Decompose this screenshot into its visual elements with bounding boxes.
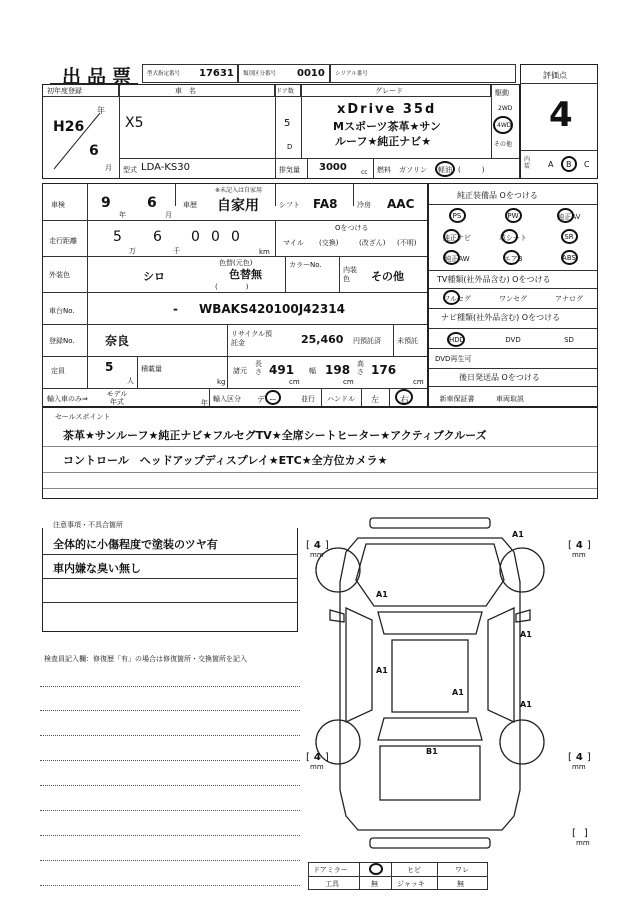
front-bumper-shape xyxy=(370,518,490,528)
mile-exchange: (交換) xyxy=(319,239,339,247)
windshield-shape xyxy=(378,612,482,634)
door-value: 5 xyxy=(284,118,291,129)
equip-ps-circle xyxy=(449,208,466,223)
cooler-value: AAC xyxy=(387,197,415,211)
tv-fullseg-circle xyxy=(443,290,460,305)
sales-line-2: コントロール ヘッドアップディスプレイ★ETC★全方位カメラ★ xyxy=(63,454,388,467)
grade-line3: ルーフ★純正ナビ★ xyxy=(335,135,432,148)
equip-leather-circle xyxy=(501,229,518,244)
damage-mark-3: A1 xyxy=(520,630,532,639)
rear-bumper-shape xyxy=(370,838,490,848)
shaken-month-unit: 月 xyxy=(165,211,172,219)
length-unit: cm xyxy=(289,378,300,386)
mile-unknown: (不明) xyxy=(397,239,417,247)
damage-mark-6: A1 xyxy=(520,700,532,709)
equip-navi: 純正ナビ xyxy=(443,234,471,242)
katashiki-label: 型式指定番号 xyxy=(147,71,181,77)
equip-pw: PW xyxy=(507,212,519,220)
grade-line2: Mスポーツ茶革★サン xyxy=(333,120,441,133)
equipment-title: 純正装備品 Oをつける xyxy=(457,191,538,200)
inspector-label: 検査員記入欄：修復歴「有」の場合は修復箇所・交換箇所を記入 xyxy=(44,655,247,663)
notes-label: 注意事項・不具合箇所 xyxy=(53,521,123,529)
navi-dvd: DVD xyxy=(505,336,521,344)
mileage-digit-3: 0 xyxy=(191,229,200,245)
width-unit: cm xyxy=(343,378,354,386)
interior-color-label: 内装色 xyxy=(343,266,357,283)
mile-tampered: (改ざん) xyxy=(359,239,386,247)
recycle-label: リサイクル預託金 xyxy=(231,330,273,347)
tread-fl-value: 4 xyxy=(313,540,321,551)
damage-mark-4: A1 xyxy=(376,666,388,675)
equip-abs: ABS xyxy=(562,254,576,262)
equipment-grid xyxy=(429,204,597,270)
car-name-label: 車 名 xyxy=(175,87,196,95)
chassis-label: 車台No. xyxy=(49,307,75,315)
equip-pw-circle xyxy=(505,208,522,223)
serial-box xyxy=(330,64,516,83)
mile-mark-note: Oをつける xyxy=(335,224,369,232)
equip-aw-circle xyxy=(443,250,460,265)
model-label: 型式 xyxy=(123,166,137,174)
shareki-value: 自家用 xyxy=(217,198,259,214)
damage-mark-5: A1 xyxy=(452,688,464,697)
mirror-tools-table xyxy=(308,862,488,890)
damage-mark-7: B1 xyxy=(426,747,438,756)
recycle-not: 未預託 xyxy=(397,337,418,345)
equip-sr: SR xyxy=(564,233,574,241)
damage-mark-1: A1 xyxy=(512,530,524,539)
equip-navi-circle xyxy=(443,229,460,244)
equip-aw: 純正AW xyxy=(444,255,470,263)
import-dealer: デ xyxy=(257,395,265,404)
eval-label: 評価点 xyxy=(543,71,567,80)
equip-av-circle xyxy=(557,208,574,223)
roof-shape xyxy=(392,640,468,712)
height-unit: cm xyxy=(413,378,424,386)
mirror-label: ドアミラー xyxy=(313,866,348,874)
ruibetsu-label: 類別区分番号 xyxy=(243,71,277,77)
equip-abs-circle xyxy=(561,250,578,265)
katashiki-value: 17631 xyxy=(199,68,234,79)
equipment-box xyxy=(428,183,598,407)
tread-spare: [ ] mm xyxy=(572,828,590,847)
right-mirror-shape xyxy=(516,610,530,622)
tread-front-left: [ 4 ] mm xyxy=(306,540,329,559)
sales-line-1: 茶革★サンルーフ★純正ナビ★フルセグTV★全席シートヒーター★アクティブクルーズ xyxy=(63,429,487,442)
notes-line-1: 全体的に小傷程度で塗装のツヤ有 xyxy=(53,538,218,551)
shareki-note: ※未記入は自家用 xyxy=(215,187,263,194)
equip-airbag: エアB xyxy=(503,255,523,263)
equip-leather: 革シート xyxy=(499,234,527,242)
hibi-label: ヒビ xyxy=(407,866,421,874)
tread-front-right: [ 4 ] mm xyxy=(568,540,591,559)
tools-label: 工具 xyxy=(325,880,339,888)
jack-label: ジャッキ xyxy=(397,880,425,888)
mileage-unit: km xyxy=(259,248,270,256)
displacement-label: 排気量 xyxy=(279,166,300,174)
handle-right-circle xyxy=(395,389,413,405)
navi-sd: SD xyxy=(564,336,574,344)
front-right-wheel xyxy=(500,548,544,592)
shift-label: シフト xyxy=(279,201,300,209)
interior-b: B xyxy=(566,160,572,169)
handle-left: 左 xyxy=(371,395,379,404)
fuel-diesel-circle xyxy=(435,161,455,177)
grade-label: グレード xyxy=(375,87,403,95)
tv-fullseg: フルセグ xyxy=(443,295,471,303)
vehicle-main-box xyxy=(42,84,520,179)
tv-title: TV種類(社外品含む) Oをつける xyxy=(437,275,551,284)
left-mirror-shape xyxy=(330,610,344,622)
load-label: 積載量 xyxy=(141,365,162,373)
eval-value: 4 xyxy=(549,95,573,135)
later-title: 後日発送品 Oをつける xyxy=(459,373,540,382)
equip-sr-circle xyxy=(561,229,578,244)
capacity-value: 5 xyxy=(105,360,114,374)
length-value: 491 xyxy=(269,363,295,377)
interior-a: A xyxy=(548,160,554,169)
drive-other: その他 xyxy=(494,141,513,148)
shaken-month: 6 xyxy=(147,195,157,211)
mileage-digit-4: 0 xyxy=(211,229,220,245)
jack-value: 無 xyxy=(457,880,464,888)
damage-mark-2: A1 xyxy=(376,590,388,599)
shaken-year: 9 xyxy=(101,195,111,211)
model-year-label: モデル年式 xyxy=(106,390,128,406)
color-no-label: カラーNo. xyxy=(289,261,322,269)
tread-rear-right: [ 4 ] mm xyxy=(568,752,591,771)
handle-right: 右 xyxy=(400,396,410,406)
tread-rl-value: 4 xyxy=(313,752,321,763)
equip-ps: PS xyxy=(452,212,462,220)
katashiki-box xyxy=(142,64,238,83)
door-type: D xyxy=(287,143,293,151)
fuel-diesel: 軽油 xyxy=(438,166,452,174)
first-reg-label: 初年度登録 xyxy=(47,87,82,95)
tv-analog: アナログ xyxy=(555,295,583,303)
import-parallel: 並行 xyxy=(301,395,315,403)
tread-rr-value: 4 xyxy=(575,752,583,763)
tread-rl-unit: mm xyxy=(310,763,324,771)
later-warranty: 新車保証書 xyxy=(439,395,475,403)
recycle-unit: 円預託済 xyxy=(353,337,381,345)
left-door-shape xyxy=(346,608,372,722)
color-change-paren: ( ) xyxy=(215,283,249,291)
sales-points-label: セールスポイント xyxy=(55,413,111,421)
navi-hdd: HDD xyxy=(448,336,466,344)
interior-c: C xyxy=(584,160,590,169)
drive-2wd: 2WD xyxy=(498,105,513,112)
import-label: 輸入車のみ⇒ xyxy=(47,395,88,403)
width-value: 198 xyxy=(325,363,351,377)
body-outline xyxy=(340,538,520,830)
model-year-unit: 年 xyxy=(201,399,208,407)
import-dealer-mark: ー xyxy=(269,395,277,404)
drive-4wd-circle xyxy=(493,116,513,134)
height-value: 176 xyxy=(371,363,397,377)
interior-b-circle xyxy=(561,156,577,172)
reg-value: 奈良 xyxy=(105,334,130,348)
shaken-year-unit: 年 xyxy=(119,211,126,219)
navi-title: ナビ種類(社外品含む) Oをつける xyxy=(441,313,561,322)
dvd-play-label: DVD再生可 xyxy=(435,355,472,363)
import-dealer-circle xyxy=(265,390,281,405)
fuel-label: 燃料 xyxy=(377,166,391,174)
tread-fr-value: 4 xyxy=(575,540,583,551)
ruibetsu-box xyxy=(238,64,330,83)
mirror-circle xyxy=(369,863,383,875)
first-reg-month: 6 xyxy=(89,143,99,159)
color-change-note: 色替(元色) xyxy=(219,259,253,267)
model-value: LDA-KS30 xyxy=(141,162,190,173)
car-name: X5 xyxy=(125,115,144,131)
color-change-value: 色替無 xyxy=(229,268,262,281)
mile-label: マイル xyxy=(283,239,304,247)
first-reg-month-unit: 月 xyxy=(105,164,112,172)
serial-label: シリアル番号 xyxy=(335,71,368,77)
recycle-value: 25,460 xyxy=(301,333,344,346)
car-damage-diagram xyxy=(300,510,600,860)
notes-box xyxy=(42,521,298,632)
capacity-label: 定員 xyxy=(51,367,65,375)
shaken-label: 車検 xyxy=(51,201,65,209)
mileage-digit-5: 0 xyxy=(231,229,240,245)
interior-grade-label: 内装 xyxy=(524,156,531,170)
right-door-shape xyxy=(488,608,514,722)
cooler-label: 冷房 xyxy=(357,201,371,209)
import-type-label: 輸入区分 xyxy=(213,395,241,403)
equip-av: 純正AV xyxy=(557,213,581,221)
tread-rear-left: [ 4 ] mm xyxy=(306,752,329,771)
drive-label: 駆動 xyxy=(495,89,509,97)
mileage-digit-2: 6 xyxy=(153,229,162,245)
grade-line1: xDrive 35d xyxy=(337,102,437,117)
tread-rr-unit: mm xyxy=(572,763,586,771)
first-reg-era: H26 xyxy=(53,119,85,135)
sales-points-box xyxy=(42,407,598,499)
navi-hdd-circle xyxy=(447,332,465,347)
handle-label: ハンドル xyxy=(327,395,355,403)
ruibetsu-value: 0010 xyxy=(297,68,325,79)
shareki-label: 車歴 xyxy=(183,201,197,209)
ware-label: ワレ xyxy=(455,866,469,874)
notes-line-2: 車内嫌な臭い無し xyxy=(53,562,141,575)
rear-right-wheel xyxy=(500,720,544,764)
dim-label: 諸元 xyxy=(233,367,247,375)
first-reg-year-unit: 年 xyxy=(97,106,105,115)
tread-fl-unit: mm xyxy=(310,551,324,559)
length-label: 長さ xyxy=(255,360,262,376)
chassis-value: WBAKS420100J42314 xyxy=(199,302,345,316)
rear-window-shape xyxy=(378,718,482,740)
door-label: ドア数 xyxy=(276,88,294,95)
tread-spare-unit: mm xyxy=(576,839,590,847)
capacity-unit: 人 xyxy=(127,377,134,385)
equip-airbag-circle xyxy=(503,250,520,265)
drive-4wd: 4WD xyxy=(497,122,512,129)
mileage-digit-1: 5 xyxy=(113,229,122,245)
spec-box xyxy=(42,183,428,407)
mileage-sen: 千 xyxy=(173,247,180,255)
fuel-other: ( ) xyxy=(458,166,485,174)
page-title: 出品票 xyxy=(62,66,138,88)
exterior-value: シロ xyxy=(143,270,165,283)
height-label: 高さ xyxy=(357,360,364,376)
mileage-label: 走行距離 xyxy=(49,237,77,245)
tools-value: 無 xyxy=(371,880,378,888)
displacement-unit: cc xyxy=(361,169,368,176)
shift-value: FA8 xyxy=(313,197,338,211)
load-unit: kg xyxy=(217,378,226,386)
tread-fr-unit: mm xyxy=(572,551,586,559)
reg-label: 登録No. xyxy=(49,337,75,345)
mileage-man: 万 xyxy=(129,247,136,255)
later-manual: 車両取説 xyxy=(496,395,524,403)
tv-oneseg: ワンセグ xyxy=(499,295,527,303)
displacement-value: 3000 xyxy=(319,162,347,173)
exterior-label: 外装色 xyxy=(49,271,70,279)
fuel-gasoline: ガソリン xyxy=(399,166,427,174)
chassis-dash: - xyxy=(173,302,178,316)
interior-color-value: その他 xyxy=(371,270,404,283)
width-label: 幅 xyxy=(309,367,316,375)
